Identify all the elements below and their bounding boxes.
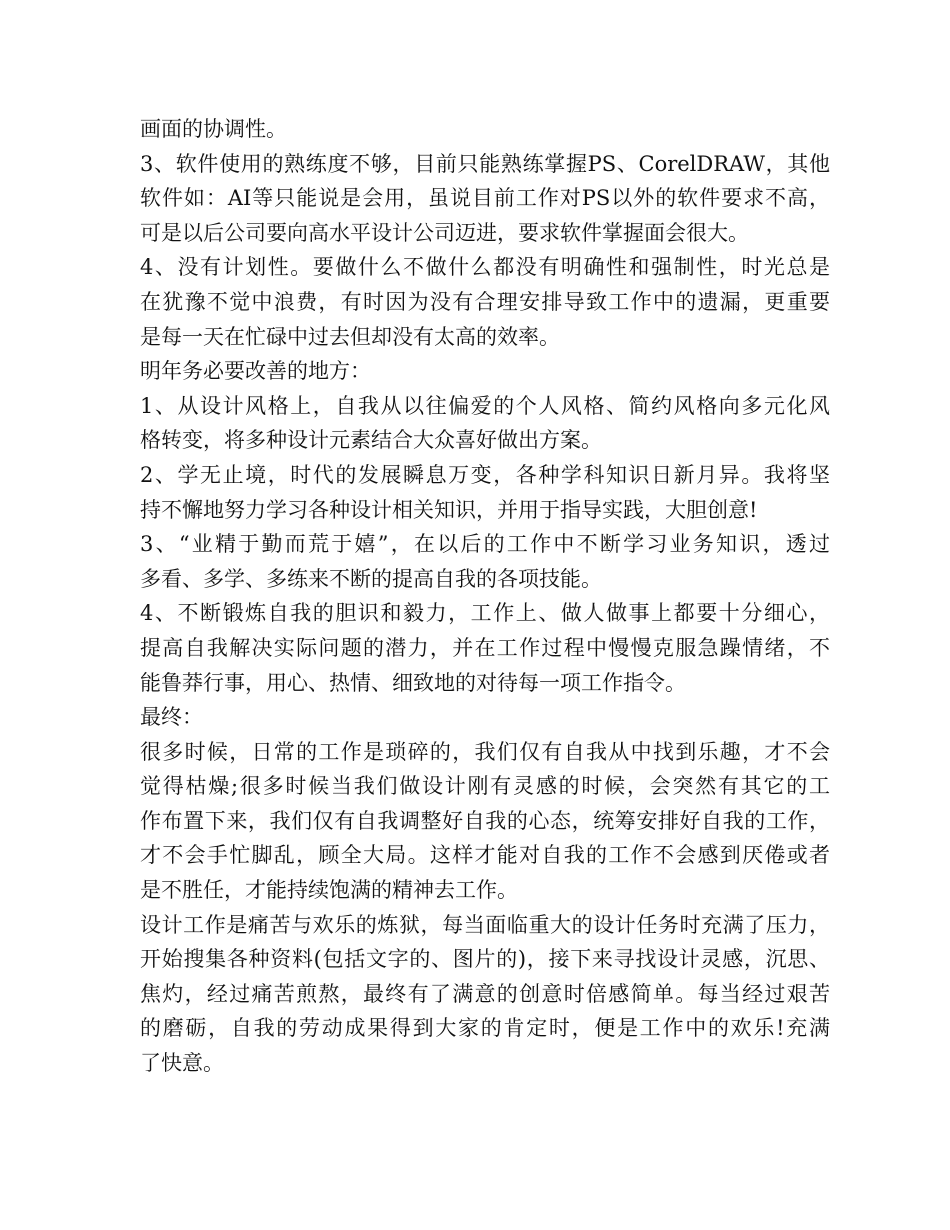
document-body bbox=[140, 112, 830, 1081]
text-line: 明年务必要改善的地方： bbox=[140, 359, 371, 384]
text-line: 是不胜任，才能持续饱满的精神去工作。 bbox=[140, 878, 518, 903]
text-line: 3、“业精于勤而荒于嬉”，在以后的工作中不断学习业务知识，透过 bbox=[140, 532, 830, 557]
text-line: 才不会手忙脚乱，顾全大局。这样才能对自我的工作不会感到厌倦或者 bbox=[140, 843, 830, 868]
text-line: 3、软件使用的熟练度不够，目前只能熟练掌握PS、CorelDRAW，其他 bbox=[140, 151, 830, 176]
text-line: 觉得枯燥;很多时候当我们做设计刚有灵感的时候，会突然有其它的工 bbox=[140, 774, 830, 799]
text-line: 在犹豫不觉中浪费，有时因为没有合理安排导致工作中的遗漏，更重要 bbox=[140, 289, 830, 314]
text-line: 设计工作是痛苦与欢乐的炼狱，每当面临重大的设计任务时充满了压力， bbox=[140, 912, 830, 937]
text-line: 作布置下来，我们仅有自我调整好自我的心态，统筹安排好自我的工作， bbox=[140, 808, 830, 833]
text-line: 2、学无止境，时代的发展瞬息万变，各种学科知识日新月异。我将坚 bbox=[140, 462, 830, 487]
text-line: 提高自我解决实际问题的潜力，并在工作过程中慢慢克服急躁情绪，不 bbox=[140, 635, 830, 660]
text-line: 格转变，将多种设计元素结合大众喜好做出方案。 bbox=[140, 428, 602, 453]
text-line: 可是以后公司要向高水平设计公司迈进，要求软件掌握面会很大。 bbox=[140, 220, 749, 245]
text-line: 开始搜集各种资料(包括文字的、图片的)，接下来寻找设计灵感，沉思、 bbox=[140, 947, 830, 972]
text-line: 持不懈地努力学习各种设计相关知识，并用于指导实践，大胆创意! bbox=[140, 497, 758, 522]
text-line: 4、不断锻炼自我的胆识和毅力，工作上、做人做事上都要十分细心， bbox=[140, 601, 830, 626]
text-line: 软件如：AI等只能说是会用，虽说目前工作对PS以外的软件要求不高， bbox=[140, 186, 830, 211]
text-line: 多看、多学、多练来不断的提高自我的各项技能。 bbox=[140, 566, 602, 591]
text-line: 最终： bbox=[140, 705, 203, 730]
text-line: 很多时候，日常的工作是琐碎的，我们仅有自我从中找到乐趣，才不会 bbox=[140, 739, 830, 764]
text-line: 4、没有计划性。要做什么不做什么都没有明确性和强制性，时光总是 bbox=[140, 255, 830, 280]
text-line: 能鲁莽行事，用心、热情、细致地的对待每一项工作指令。 bbox=[140, 670, 686, 695]
text-line: 焦灼，经过痛苦煎熬，最终有了满意的创意时倍感简单。每当经过艰苦 bbox=[140, 981, 830, 1006]
text-line: 是每一天在忙碌中过去但却没有太高的效率。 bbox=[140, 324, 560, 349]
text-line: 了快意。 bbox=[140, 1051, 224, 1076]
text-line: 画面的协调性。 bbox=[140, 117, 287, 141]
text-line: 1、从设计风格上，自我从以往偏爱的个人风格、简约风格向多元化风 bbox=[140, 393, 830, 418]
text-line: 的磨砺，自我的劳动成果得到大家的肯定时，便是工作中的欢乐!充满 bbox=[140, 1016, 830, 1041]
